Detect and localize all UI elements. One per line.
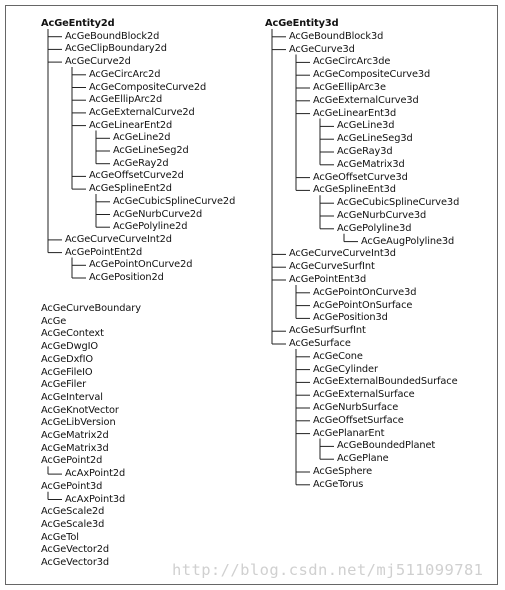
class-node: AcGeCurveBoundary — [41, 303, 141, 314]
class-node: AcGePosition2d — [89, 272, 164, 283]
class-node: AcGeAugPolyline3d — [361, 235, 455, 247]
class-node: AcGeNurbCurve3d — [337, 210, 427, 221]
class-node: AcGePoint3d — [41, 480, 103, 492]
class-node: AcGeSurface — [289, 338, 351, 349]
class-node: AcAxPoint3d — [65, 493, 126, 505]
class-node: AcGeLibVersion — [41, 417, 116, 429]
class-node: AcGeLinearEnt3d — [313, 107, 397, 119]
class-node: AcGePlanarEnt — [313, 427, 385, 439]
class-node: AcGeMatrix2d — [41, 430, 109, 441]
class-node: AcGePolyline3d — [337, 222, 412, 234]
tree-root-node: AcGeEntity2d — [41, 18, 115, 29]
class-node: AcGeFiler — [41, 379, 87, 391]
class-node: AcGeCubicSplineCurve2d — [113, 195, 236, 207]
class-node: AcGeInterval — [41, 391, 103, 403]
class-node: AcGeClipBoundary2d — [65, 43, 167, 55]
class-node: AcGeLineSeg2d — [113, 145, 189, 156]
class-node: AcGeRay3d — [337, 146, 393, 157]
class-node: AcGeCurve2d — [65, 56, 131, 68]
class-node: AcGeRay2d — [113, 157, 169, 169]
class-node: AcGeCurveCurveInt2d — [65, 233, 172, 245]
class-node: AcGeCylinder — [313, 363, 378, 375]
class-node: AcGeCompositeCurve3d — [313, 69, 431, 81]
class-node: AcGeBoundedPlanet — [337, 440, 436, 452]
class-node: AcGePosition3d — [313, 312, 388, 324]
class-node: AcGeCircArc2d — [89, 68, 161, 80]
class-node: AcGeExternalCurve3d — [313, 94, 419, 106]
class-node: AcGeLine3d — [337, 120, 395, 132]
class-node: AcGeNurbSurface — [313, 402, 399, 413]
class-node: AcGeLine2d — [113, 132, 171, 144]
class-node: AcGeLinearEnt2d — [89, 119, 173, 131]
class-node: AcGeScale3d — [41, 518, 105, 530]
class-node: AcGeDwgIO — [41, 341, 99, 353]
class-node: AcGeTol — [41, 531, 79, 543]
class-node: AcGeExternalSurface — [313, 389, 415, 401]
class-node: AcGeVector3d — [41, 557, 110, 568]
class-node: AcGeMatrix3d — [337, 158, 405, 170]
class-node: AcGeEllipArc2d — [89, 94, 163, 106]
class-node: AcGePointEnt3d — [289, 274, 367, 285]
class-node: AcGePointOnCurve3d — [313, 286, 417, 298]
class-node: AcGeNurbCurve2d — [113, 208, 203, 220]
class-node: AcGeSplineEnt3d — [313, 184, 396, 196]
class-node: AcGeCubicSplineCurve3d — [337, 197, 460, 209]
class-node: AcGeKnotVector — [41, 404, 119, 416]
class-node: AcGeMatrix3d — [41, 442, 109, 454]
class-node: AcGeSplineEnt2d — [89, 183, 172, 195]
class-node: AcGeOffsetSurface — [313, 414, 404, 426]
class-node: AcGeDxfIO — [41, 353, 94, 365]
class-node: AcGeCurve3d — [289, 43, 355, 55]
class-node: AcGePolyline2d — [113, 221, 188, 233]
class-node: AcGePoint2d — [41, 455, 103, 467]
class-node: AcGePointEnt2d — [65, 246, 143, 258]
class-node: AcGeScale2d — [41, 506, 105, 518]
class-node: AcGeContext — [41, 328, 104, 340]
class-node: AcGeCurveCurveInt3d — [289, 248, 396, 260]
class-node: AcGeCone — [313, 350, 363, 362]
tree-root-node: AcGeEntity3d — [265, 18, 339, 29]
class-node: AcGeSphere — [313, 466, 373, 477]
class-node: AcAxPoint2d — [65, 468, 126, 480]
class-node: AcGeOffsetCurve2d — [89, 170, 184, 182]
class-node: AcGeLineSeg3d — [337, 133, 413, 145]
class-node: AcGeTorus — [313, 478, 364, 490]
class-node: AcGeExternalBoundedSurface — [313, 376, 458, 388]
class-node: AcGeCurveSurfInt — [289, 261, 375, 273]
class-node: AcGeOffsetCurve3d — [313, 171, 408, 183]
class-node: AcGeSurfSurfInt — [289, 325, 366, 337]
class-node: AcGeCompositeCurve2d — [89, 81, 207, 93]
class-node: AcGeFileIO — [41, 366, 93, 378]
class-node: AcGePointOnSurface — [313, 299, 413, 311]
class-node: AcGeCircArc3de — [313, 56, 391, 68]
class-node: AcGeBoundBlock3d — [289, 30, 384, 42]
class-node: AcGeBoundBlock2d — [65, 30, 160, 42]
watermark: http://blog.csdn.net/mj511099781 — [172, 561, 484, 579]
class-node: AcGePlane — [337, 453, 389, 465]
class-node: AcGeVector2d — [41, 544, 110, 556]
class-node: AcGeExternalCurve2d — [89, 106, 195, 118]
class-node: AcGe — [41, 315, 67, 327]
class-node: AcGeEllipArc3e — [313, 82, 386, 93]
class-node: AcGePointOnCurve2d — [89, 259, 193, 271]
